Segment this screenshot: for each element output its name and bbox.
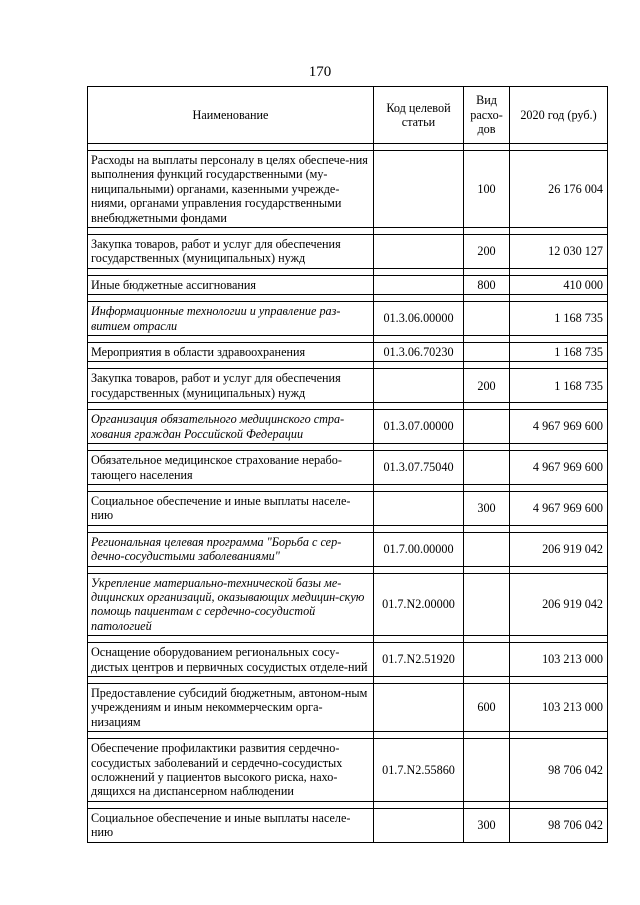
cell-code: 01.3.07.00000 — [374, 410, 464, 444]
gap-cell — [464, 362, 510, 369]
cell-vid — [464, 343, 510, 362]
budget-table — [87, 86, 608, 843]
gap-cell — [88, 295, 374, 302]
cell-amount: 206 919 042 — [510, 532, 608, 566]
cell-code — [374, 235, 464, 269]
gap-cell — [464, 484, 510, 491]
cell-name: Обязательное медицинское страхование нерабо-тающего населения — [88, 451, 374, 485]
gap-cell — [464, 295, 510, 302]
row-gap — [88, 362, 608, 369]
cell-name: Иные бюджетные ассигнования — [88, 275, 374, 294]
gap-cell — [374, 403, 464, 410]
gap-cell — [88, 362, 374, 369]
cell-code: 01.7.00.00000 — [374, 532, 464, 566]
cell-name: Информационные технологии и управление раз-витием отрасли — [88, 302, 374, 336]
header-name: Наименование — [88, 87, 374, 144]
gap-cell — [510, 444, 608, 451]
cell-amount: 103 213 000 — [510, 683, 608, 731]
table-row — [88, 532, 608, 566]
gap-cell — [510, 268, 608, 275]
row-gap — [88, 403, 608, 410]
cell-vid — [464, 532, 510, 566]
cell-code: 01.7.N2.51920 — [374, 643, 464, 677]
table-body — [88, 144, 608, 843]
cell-amount: 1 168 735 — [510, 302, 608, 336]
gap-cell — [464, 525, 510, 532]
cell-vid: 300 — [464, 808, 510, 842]
row-gap — [88, 566, 608, 573]
gap-cell — [510, 295, 608, 302]
header-vid: Вид расхо-дов — [464, 87, 510, 144]
gap-cell — [88, 525, 374, 532]
cell-vid: 200 — [464, 369, 510, 403]
cell-amount: 206 919 042 — [510, 573, 608, 636]
cell-amount: 410 000 — [510, 275, 608, 294]
table-row — [88, 302, 608, 336]
cell-code: 01.3.07.75040 — [374, 451, 464, 485]
cell-amount: 103 213 000 — [510, 643, 608, 677]
row-gap — [88, 228, 608, 235]
table-row — [88, 573, 608, 636]
cell-name: Мероприятия в области здравоохранения — [88, 343, 374, 362]
gap-cell — [464, 444, 510, 451]
gap-cell — [464, 566, 510, 573]
cell-amount: 12 030 127 — [510, 235, 608, 269]
gap-cell — [88, 403, 374, 410]
cell-vid — [464, 410, 510, 444]
gap-cell — [464, 403, 510, 410]
cell-vid — [464, 573, 510, 636]
gap-cell — [510, 228, 608, 235]
gap-cell — [374, 336, 464, 343]
cell-name: Региональная целевая программа "Борьба с сер-дечно-сосудистыми заболеваниями" — [88, 532, 374, 566]
cell-amount: 98 706 042 — [510, 739, 608, 802]
table-row — [88, 410, 608, 444]
cell-vid — [464, 302, 510, 336]
cell-name: Обеспечение профилактики развития сердечно-сосудистых заболеваний и сердечно-сосудистых осложнений у пациентов высокого риска, нахо-дящихся на диспансерном наблюдении — [88, 739, 374, 802]
gap-cell — [88, 566, 374, 573]
cell-code — [374, 151, 464, 228]
row-gap — [88, 801, 608, 808]
table-row — [88, 151, 608, 228]
gap-cell — [88, 676, 374, 683]
cell-name: Укрепление материально-технической базы ме-дицинских организаций, оказывающих медицин-скую помощь пациентам с сердечно-сосудистой патологией — [88, 573, 374, 636]
cell-name: Расходы на выплаты персоналу в целях обеспече-ния выполнения функций государственными (му-ниципальными) органами, казенными учрежде-ниями, органами управления государственными внебюджетными фондами — [88, 151, 374, 228]
cell-name: Закупка товаров, работ и услуг для обеспечения государственных (муниципальных) нужд — [88, 235, 374, 269]
cell-name: Социальное обеспечение и иные выплаты населе-нию — [88, 491, 374, 525]
gap-cell — [88, 444, 374, 451]
row-gap — [88, 732, 608, 739]
row-gap — [88, 268, 608, 275]
cell-vid — [464, 643, 510, 677]
table-row — [88, 739, 608, 802]
cell-name: Оснащение оборудованием региональных сосу-дистых центров и первичных сосудистых отделе-ний — [88, 643, 374, 677]
gap-cell — [374, 636, 464, 643]
page-number: 170 — [308, 64, 332, 80]
gap-cell — [510, 525, 608, 532]
gap-cell — [88, 636, 374, 643]
cell-vid: 300 — [464, 491, 510, 525]
gap-cell — [464, 801, 510, 808]
gap-cell — [374, 144, 464, 151]
gap-cell — [88, 732, 374, 739]
cell-code — [374, 683, 464, 731]
gap-cell — [464, 336, 510, 343]
gap-cell — [374, 228, 464, 235]
gap-cell — [464, 228, 510, 235]
row-gap — [88, 336, 608, 343]
gap-cell — [88, 801, 374, 808]
cell-vid — [464, 739, 510, 802]
gap-cell — [374, 362, 464, 369]
table-row — [88, 491, 608, 525]
gap-cell — [88, 484, 374, 491]
gap-cell — [374, 444, 464, 451]
gap-cell — [374, 566, 464, 573]
row-gap — [88, 144, 608, 151]
cell-name: Предоставление субсидий бюджетным, автоном-ным учреждениям и иным некоммерческим орга-низациям — [88, 683, 374, 731]
gap-cell — [510, 801, 608, 808]
cell-code: 01.3.06.00000 — [374, 302, 464, 336]
header-amount: 2020 год (руб.) — [510, 87, 608, 144]
gap-cell — [88, 268, 374, 275]
gap-cell — [510, 484, 608, 491]
gap-cell — [464, 268, 510, 275]
row-gap — [88, 525, 608, 532]
gap-cell — [510, 144, 608, 151]
gap-cell — [374, 732, 464, 739]
cell-code: 01.7.N2.55860 — [374, 739, 464, 802]
header-code: Код целевой статьи — [374, 87, 464, 144]
gap-cell — [374, 525, 464, 532]
cell-amount: 98 706 042 — [510, 808, 608, 842]
cell-vid: 800 — [464, 275, 510, 294]
gap-cell — [374, 484, 464, 491]
gap-cell — [88, 228, 374, 235]
cell-amount: 1 168 735 — [510, 343, 608, 362]
gap-cell — [464, 676, 510, 683]
gap-cell — [374, 676, 464, 683]
gap-cell — [510, 362, 608, 369]
table-row — [88, 343, 608, 362]
row-gap — [88, 636, 608, 643]
cell-vid — [464, 451, 510, 485]
table-row — [88, 643, 608, 677]
table-row — [88, 275, 608, 294]
cell-amount: 1 168 735 — [510, 369, 608, 403]
table-row — [88, 808, 608, 842]
cell-name: Закупка товаров, работ и услуг для обеспечения государственных (муниципальных) нужд — [88, 369, 374, 403]
row-gap — [88, 295, 608, 302]
cell-code — [374, 491, 464, 525]
gap-cell — [374, 268, 464, 275]
gap-cell — [374, 801, 464, 808]
gap-cell — [464, 732, 510, 739]
gap-cell — [88, 336, 374, 343]
table-row — [88, 451, 608, 485]
cell-code: 01.7.N2.00000 — [374, 573, 464, 636]
cell-name: Организация обязательного медицинского стра-хования граждан Российской Федерации — [88, 410, 374, 444]
row-gap — [88, 676, 608, 683]
cell-amount: 26 176 004 — [510, 151, 608, 228]
table-header — [88, 87, 608, 144]
row-gap — [88, 484, 608, 491]
cell-name: Социальное обеспечение и иные выплаты населе-нию — [88, 808, 374, 842]
gap-cell — [464, 636, 510, 643]
cell-vid: 600 — [464, 683, 510, 731]
gap-cell — [510, 336, 608, 343]
gap-cell — [510, 566, 608, 573]
cell-code — [374, 275, 464, 294]
gap-cell — [374, 295, 464, 302]
table-row — [88, 235, 608, 269]
row-gap — [88, 444, 608, 451]
gap-cell — [510, 403, 608, 410]
gap-cell — [510, 636, 608, 643]
cell-vid: 200 — [464, 235, 510, 269]
cell-code: 01.3.06.70230 — [374, 343, 464, 362]
table-row — [88, 683, 608, 731]
table-row — [88, 369, 608, 403]
cell-vid: 100 — [464, 151, 510, 228]
gap-cell — [510, 732, 608, 739]
gap-cell — [88, 144, 374, 151]
gap-cell — [510, 676, 608, 683]
gap-cell — [464, 144, 510, 151]
cell-code — [374, 808, 464, 842]
cell-code — [374, 369, 464, 403]
cell-amount: 4 967 969 600 — [510, 451, 608, 485]
cell-amount: 4 967 969 600 — [510, 410, 608, 444]
cell-amount: 4 967 969 600 — [510, 491, 608, 525]
